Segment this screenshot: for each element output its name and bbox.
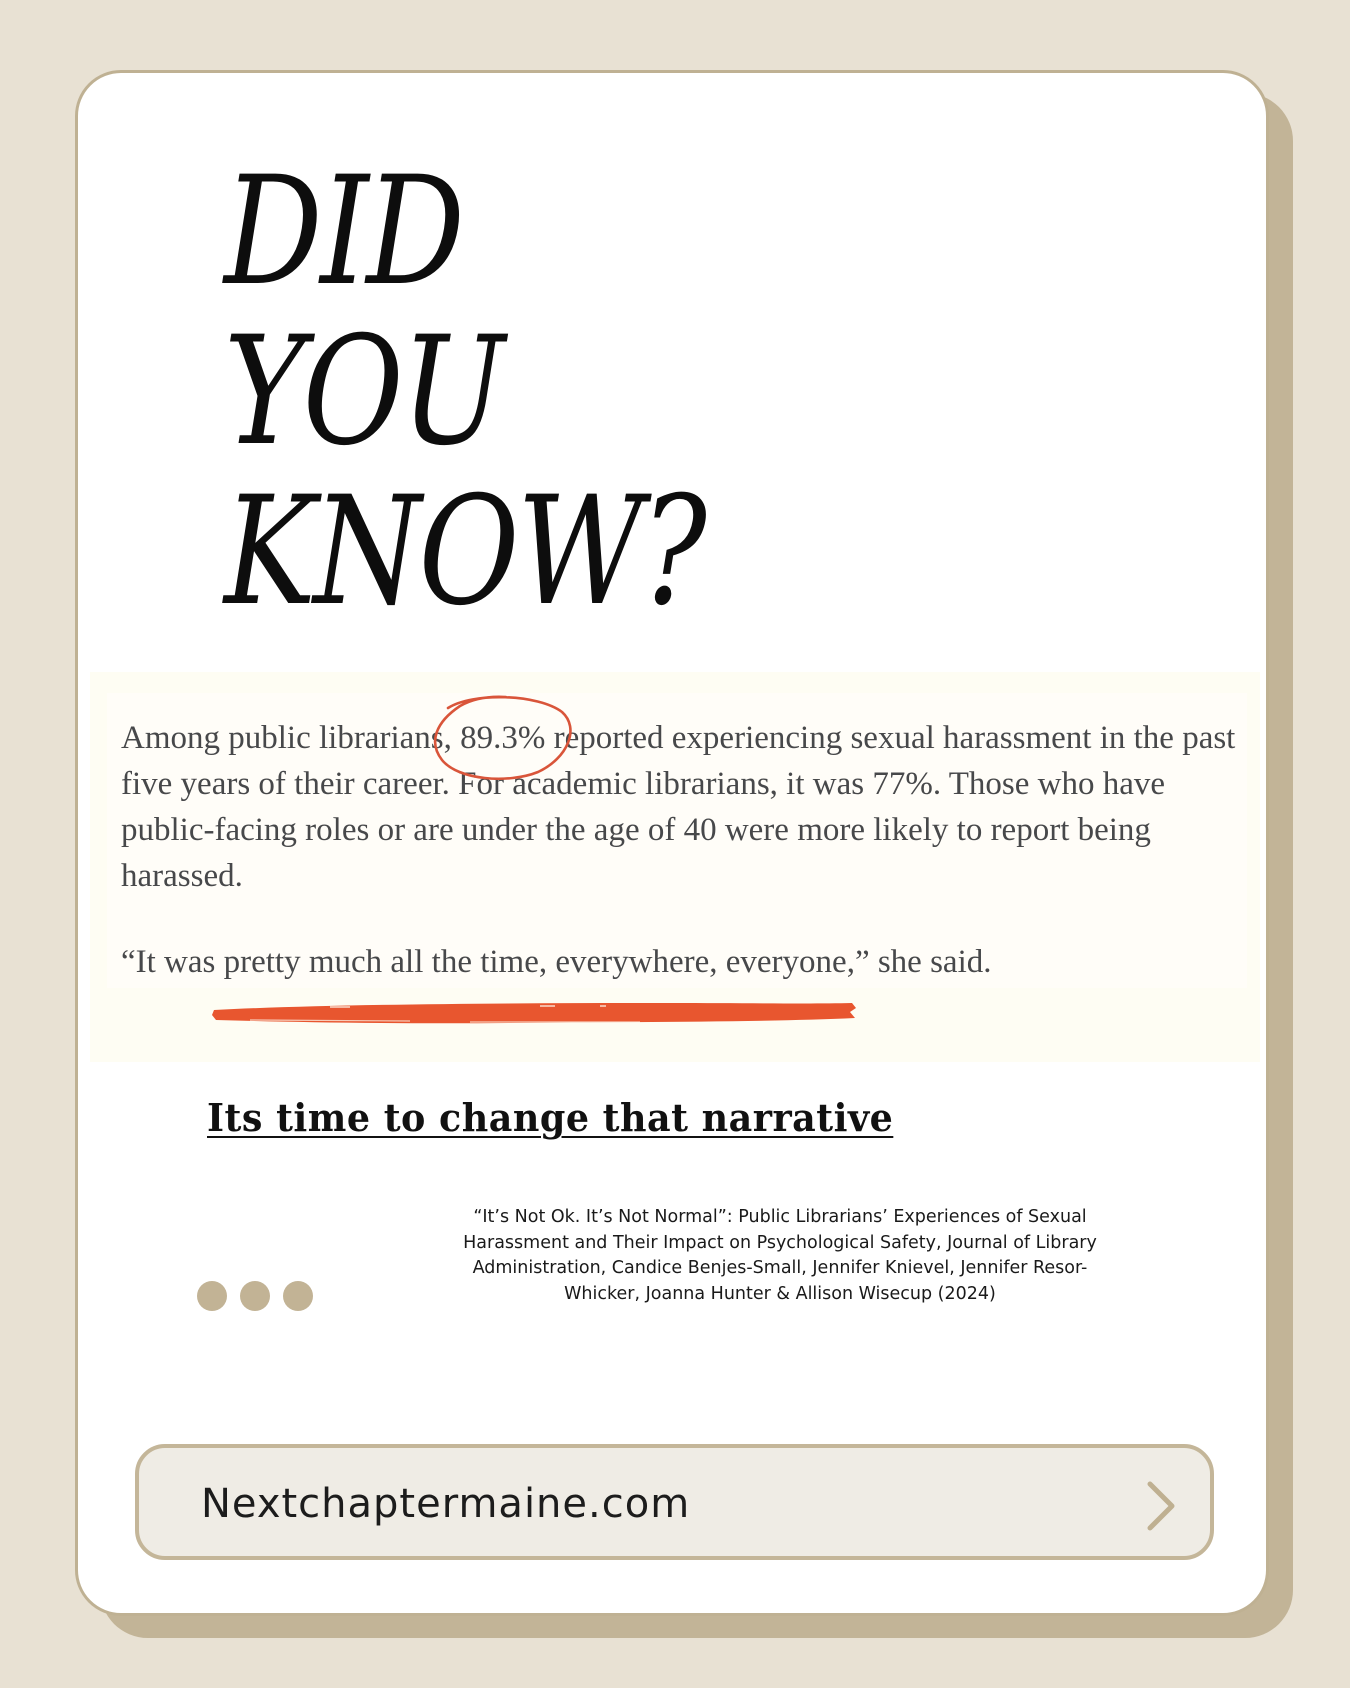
source-citation: “It’s Not Ok. It’s Not Normal”: Public Librarians’ Experiences of Sexual Harassment and Their Impact on Psychological Safety, Journal of Library Administration, Candice Benjes-Small, Jennifer Knievel, Jennifer Resor-Whicker, Joanna Hunter & Allison Wisecup (2024) [463,1207,1097,1304]
dot-1 [197,1281,227,1311]
headline-line-3: KNOW? [224,465,705,639]
dot-3 [283,1281,313,1311]
headline-line-2: YOU [224,305,503,479]
chevron-right-icon [1140,1480,1180,1532]
ellipsis-dots-icon [197,1281,313,1311]
tagline: Its time to change that narrative [207,1095,894,1140]
website-url: Nextchaptermaine.com [201,1481,691,1527]
website-link-button[interactable] [135,1444,1214,1560]
dot-2 [240,1281,270,1311]
article-quote: “It was pretty much all the time, everywhere, everyone,” she said. [121,944,992,980]
headline-line-1: DID [224,145,463,319]
brush-underline-icon [210,998,860,1028]
article-paragraph: Among public librarians, 89.3% reported experiencing sexual harassment in the past five years of their career. For academic librarians, it was 77%. Those who have public-facing roles or are under the age of 40 were more likely to report being harassed. [121,720,1236,894]
headline [224,145,705,639]
circle-annotation-icon [428,690,576,784]
